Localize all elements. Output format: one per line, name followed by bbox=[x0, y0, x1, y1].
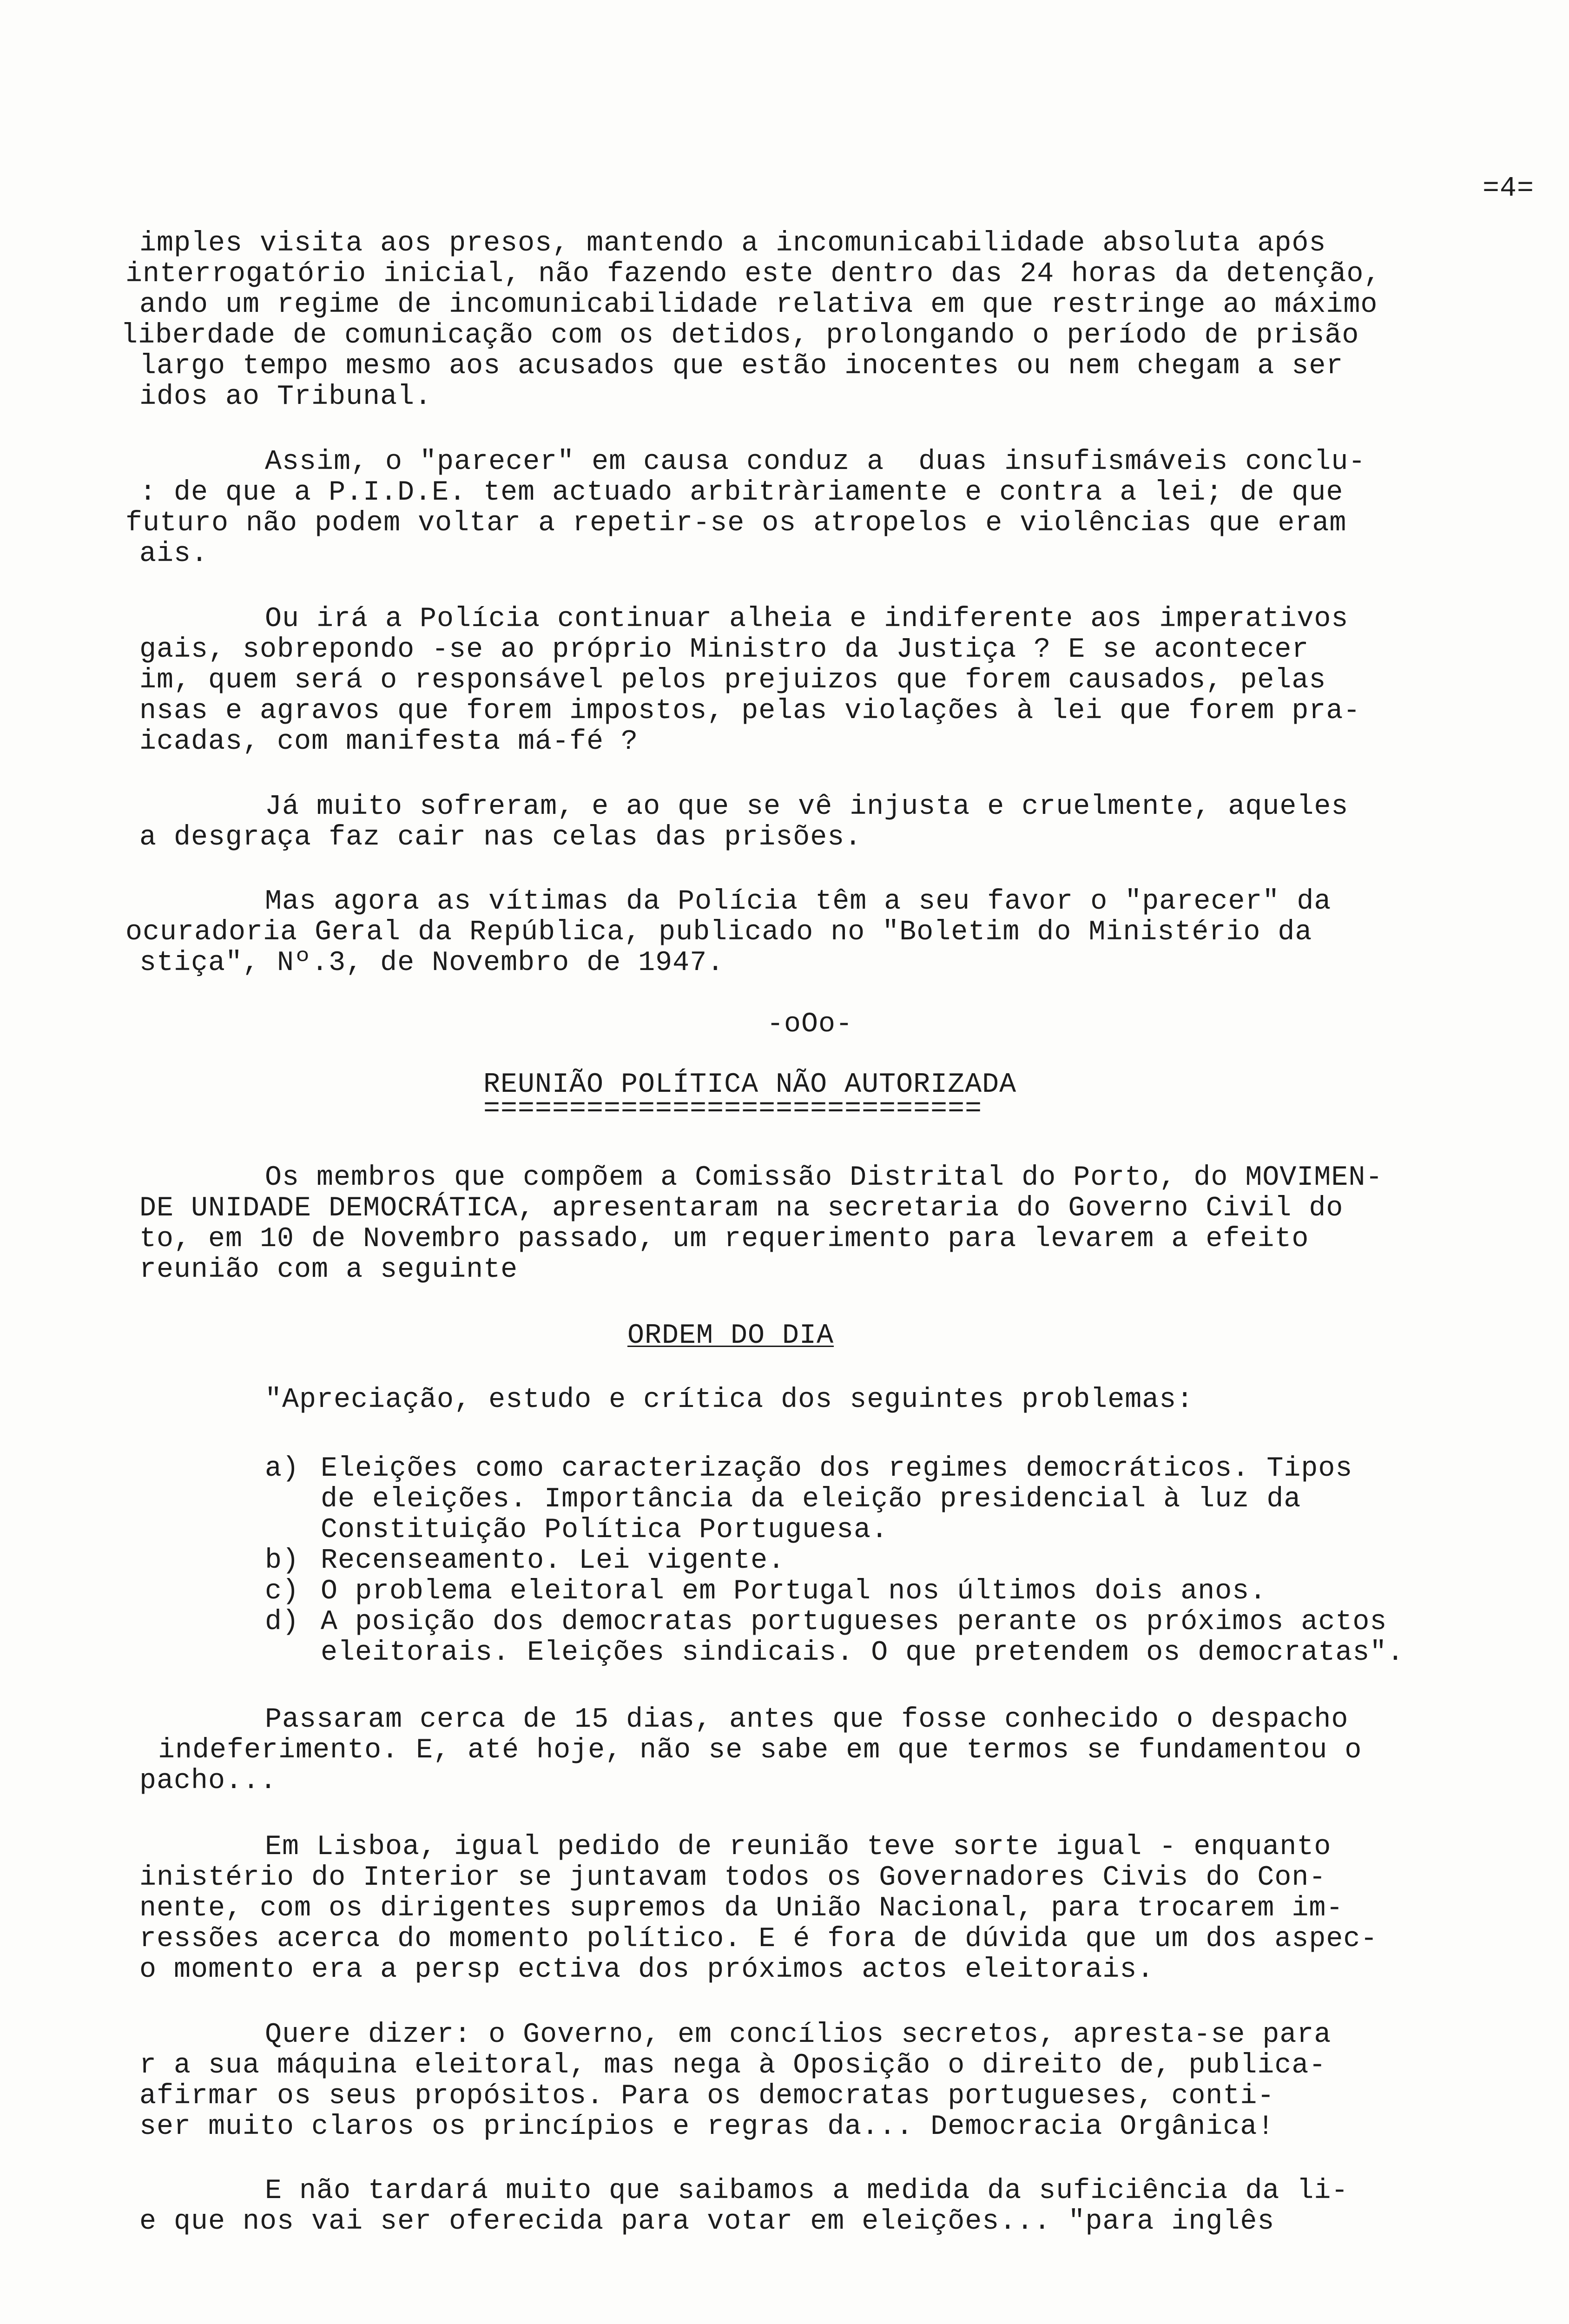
text-line: ressões acerca do momento político. E é fora de dúvida que um dos aspec- bbox=[139, 1923, 1378, 1955]
text-line: to, em 10 de Novembro passado, um requerimento para levarem a efeito bbox=[139, 1223, 1309, 1255]
agenda-line: de eleições. Importância da eleição presidencial à luz da bbox=[321, 1484, 1301, 1515]
section-heading: REUNIÃO POLÍTICA NÃO AUTORIZADA bbox=[483, 1069, 1017, 1101]
text-line: o momento era a persp ectiva dos próximos actos eleitorais. bbox=[139, 1954, 1154, 1986]
text-line: afirmar os seus propósitos. Para os democratas portugueses, conti- bbox=[139, 2080, 1275, 2112]
text-line: inistério do Interior se juntavam todos os Governadores Civis do Con- bbox=[139, 1862, 1326, 1894]
agenda-line: eleitorais. Eleições sindicais. O que pretendem os democratas". bbox=[321, 1637, 1404, 1669]
agenda-letter: c) bbox=[265, 1576, 300, 1607]
agenda-letter: a) bbox=[265, 1453, 300, 1485]
text-line: : de que a P.I.D.E. tem actuado arbitràriamente e contra a lei; de que bbox=[139, 477, 1344, 508]
agenda-letter: d) bbox=[265, 1606, 300, 1638]
text-line: ocuradoria Geral da República, publicado no "Boletim do Ministério da bbox=[125, 917, 1312, 948]
agenda-letter: b) bbox=[265, 1545, 300, 1577]
text-line: ser muito claros os princípios e regras da... Democracia Orgânica! bbox=[139, 2111, 1275, 2143]
text-line: idos ao Tribunal. bbox=[139, 381, 432, 413]
text-line: indeferimento. E, até hoje, não se sabe em que termos se fundamentou o bbox=[158, 1735, 1362, 1766]
agenda-line: Constituição Política Portuguesa. bbox=[321, 1514, 889, 1546]
heading-rule: ============================= bbox=[483, 1093, 982, 1125]
text-line: DE UNIDADE DEMOCRÁTICA, apresentaram na secretaria do Governo Civil do bbox=[139, 1193, 1344, 1224]
text-line: nsas e agravos que forem impostos, pelas violações à lei que forem pra- bbox=[139, 695, 1361, 727]
text-line: ais. bbox=[139, 538, 209, 570]
text-line: reunião com a seguinte bbox=[139, 1254, 518, 1286]
text-line: nente, com os dirigentes supremos da União Nacional, para trocarem im- bbox=[139, 1893, 1344, 1924]
text-line: interrogatório inicial, não fazendo este dentro das 24 horas da detenção, bbox=[125, 258, 1381, 290]
text-line: E não tardará muito que saibamos a medida da suficiência da li- bbox=[265, 2175, 1349, 2207]
text-line: Ou irá a Polícia continuar alheia e indiferente aos imperativos bbox=[265, 603, 1349, 635]
text-line: e que nos vai ser oferecida para votar em eleições... "para inglês bbox=[139, 2206, 1275, 2238]
text-line: a desgraça faz cair nas celas das prisões. bbox=[139, 822, 862, 853]
text-line: Já muito sofreram, e ao que se vê injusta e cruelmente, aqueles bbox=[265, 791, 1349, 823]
agenda-line: O problema eleitoral em Portugal nos últimos dois anos. bbox=[321, 1576, 1267, 1607]
text-line: futuro não podem voltar a repetir-se os atropelos e violências que eram bbox=[125, 508, 1347, 539]
text-line: largo tempo mesmo aos acusados que estão inocentes ou nem chegam a ser bbox=[139, 350, 1344, 382]
text-line: Assim, o "parecer" em causa conduz a duas insufismáveis conclu- bbox=[265, 446, 1366, 478]
text-line: pacho... bbox=[139, 1765, 277, 1797]
text-line: im, quem será o responsável pelos prejuizos que forem causados, pelas bbox=[139, 665, 1326, 696]
text-line: r a sua máquina eleitoral, mas nega à Oposição o direito de, publica- bbox=[139, 2050, 1326, 2081]
text-line: icadas, com manifesta má-fé ? bbox=[139, 726, 639, 758]
agenda-line: A posição dos democratas portugueses perante os próximos actos bbox=[321, 1606, 1387, 1638]
text-line: gais, sobrepondo -se ao próprio Ministro da Justiça ? E se acontecer bbox=[139, 634, 1309, 666]
separator: -oOo- bbox=[767, 1009, 853, 1040]
agenda-intro: "Apreciação, estudo e crítica dos seguintes problemas: bbox=[265, 1384, 1194, 1416]
text-line: Os membros que compõem a Comissão Distrital do Porto, do MOVIMEN- bbox=[265, 1162, 1383, 1194]
text-line: stiça", Nº.3, de Novembro de 1947. bbox=[139, 947, 725, 979]
text-line: ando um regime de incomunicabilidade relativa em que restringe ao máximo bbox=[139, 289, 1378, 321]
text-line: imples visita aos presos, mantendo a incomunicabilidade absoluta após bbox=[139, 228, 1326, 259]
text-line: Mas agora as vítimas da Polícia têm a seu favor o "parecer" da bbox=[265, 886, 1332, 918]
subheading: ORDEM DO DIA bbox=[627, 1320, 834, 1352]
text-line: Quere dizer: o Governo, em concílios secretos, apresta-se para bbox=[265, 2019, 1332, 2051]
text-line: Em Lisboa, igual pedido de reunião teve sorte igual - enquanto bbox=[265, 1831, 1332, 1863]
agenda-line: Recenseamento. Lei vigente. bbox=[321, 1545, 785, 1577]
page-number: =4= bbox=[1483, 173, 1535, 205]
agenda-line: Eleições como caracterização dos regimes democráticos. Tipos bbox=[321, 1453, 1353, 1485]
text-line: liberdade de comunicação com os detidos, prolongando o período de prisão bbox=[121, 320, 1359, 351]
text-line: Passaram cerca de 15 dias, antes que fosse conhecido o despacho bbox=[265, 1704, 1349, 1736]
